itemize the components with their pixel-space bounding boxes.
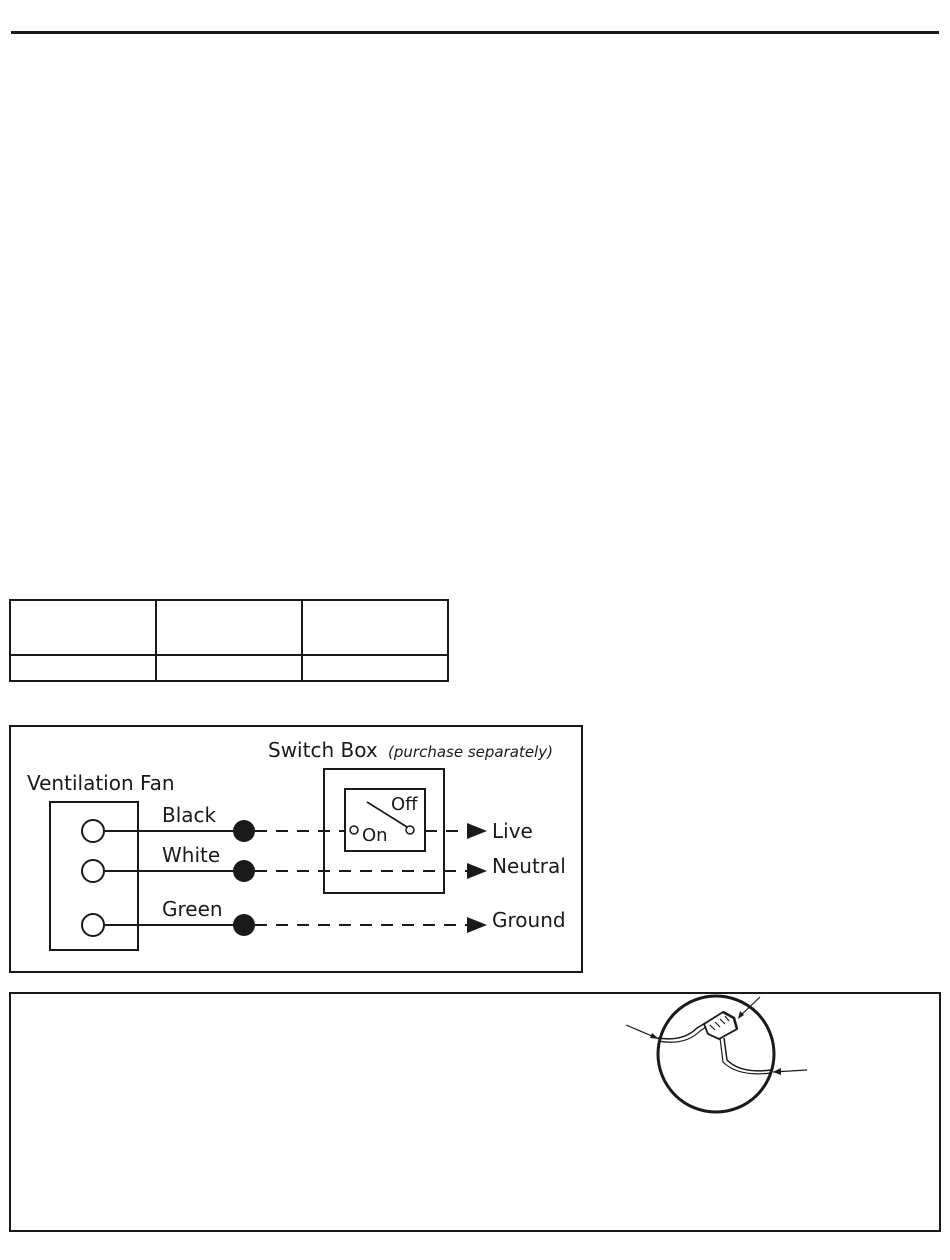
spec-table-cell	[10, 655, 156, 681]
wire-green	[82, 897, 566, 936]
spec-table-row	[10, 655, 448, 681]
switch-on-contact	[350, 826, 358, 834]
spec-table-header-cell	[10, 600, 156, 655]
fan-terminal	[82, 914, 104, 936]
spec-table-header-cell	[156, 600, 302, 655]
wiring-diagram-box	[9, 725, 583, 973]
wire-destination-label: Live	[492, 819, 533, 843]
fan-terminal	[82, 860, 104, 882]
wiring-diagram	[11, 727, 583, 973]
spec-table-header-cell	[302, 600, 448, 655]
spec-table	[9, 599, 449, 682]
spec-table-header-row	[10, 600, 448, 655]
wire-color-label: Green	[162, 897, 223, 921]
switch-off-label: Off	[391, 794, 418, 815]
wire-connector	[233, 860, 255, 882]
note-box	[9, 992, 941, 1232]
detail-circle	[658, 996, 774, 1112]
spec-table-cell	[156, 655, 302, 681]
fan-label: Ventilation Fan	[27, 771, 175, 795]
wire-destination-label: Neutral	[492, 854, 566, 878]
wire-nut-illustration	[11, 994, 941, 1232]
wire-destination-label: Ground	[492, 908, 566, 932]
fan-terminal	[82, 820, 104, 842]
wire-black	[82, 803, 533, 843]
wire-color-label: Black	[162, 803, 217, 827]
top-rule	[11, 31, 939, 34]
switch-off-contact	[406, 826, 414, 834]
switch-box-label: Switch Box (purchase separately)	[268, 738, 553, 762]
spec-table-cell	[302, 655, 448, 681]
wire-connector	[233, 914, 255, 936]
switch-on-label: On	[362, 825, 388, 846]
wire-connector	[233, 820, 255, 842]
wire-color-label: White	[162, 843, 221, 867]
